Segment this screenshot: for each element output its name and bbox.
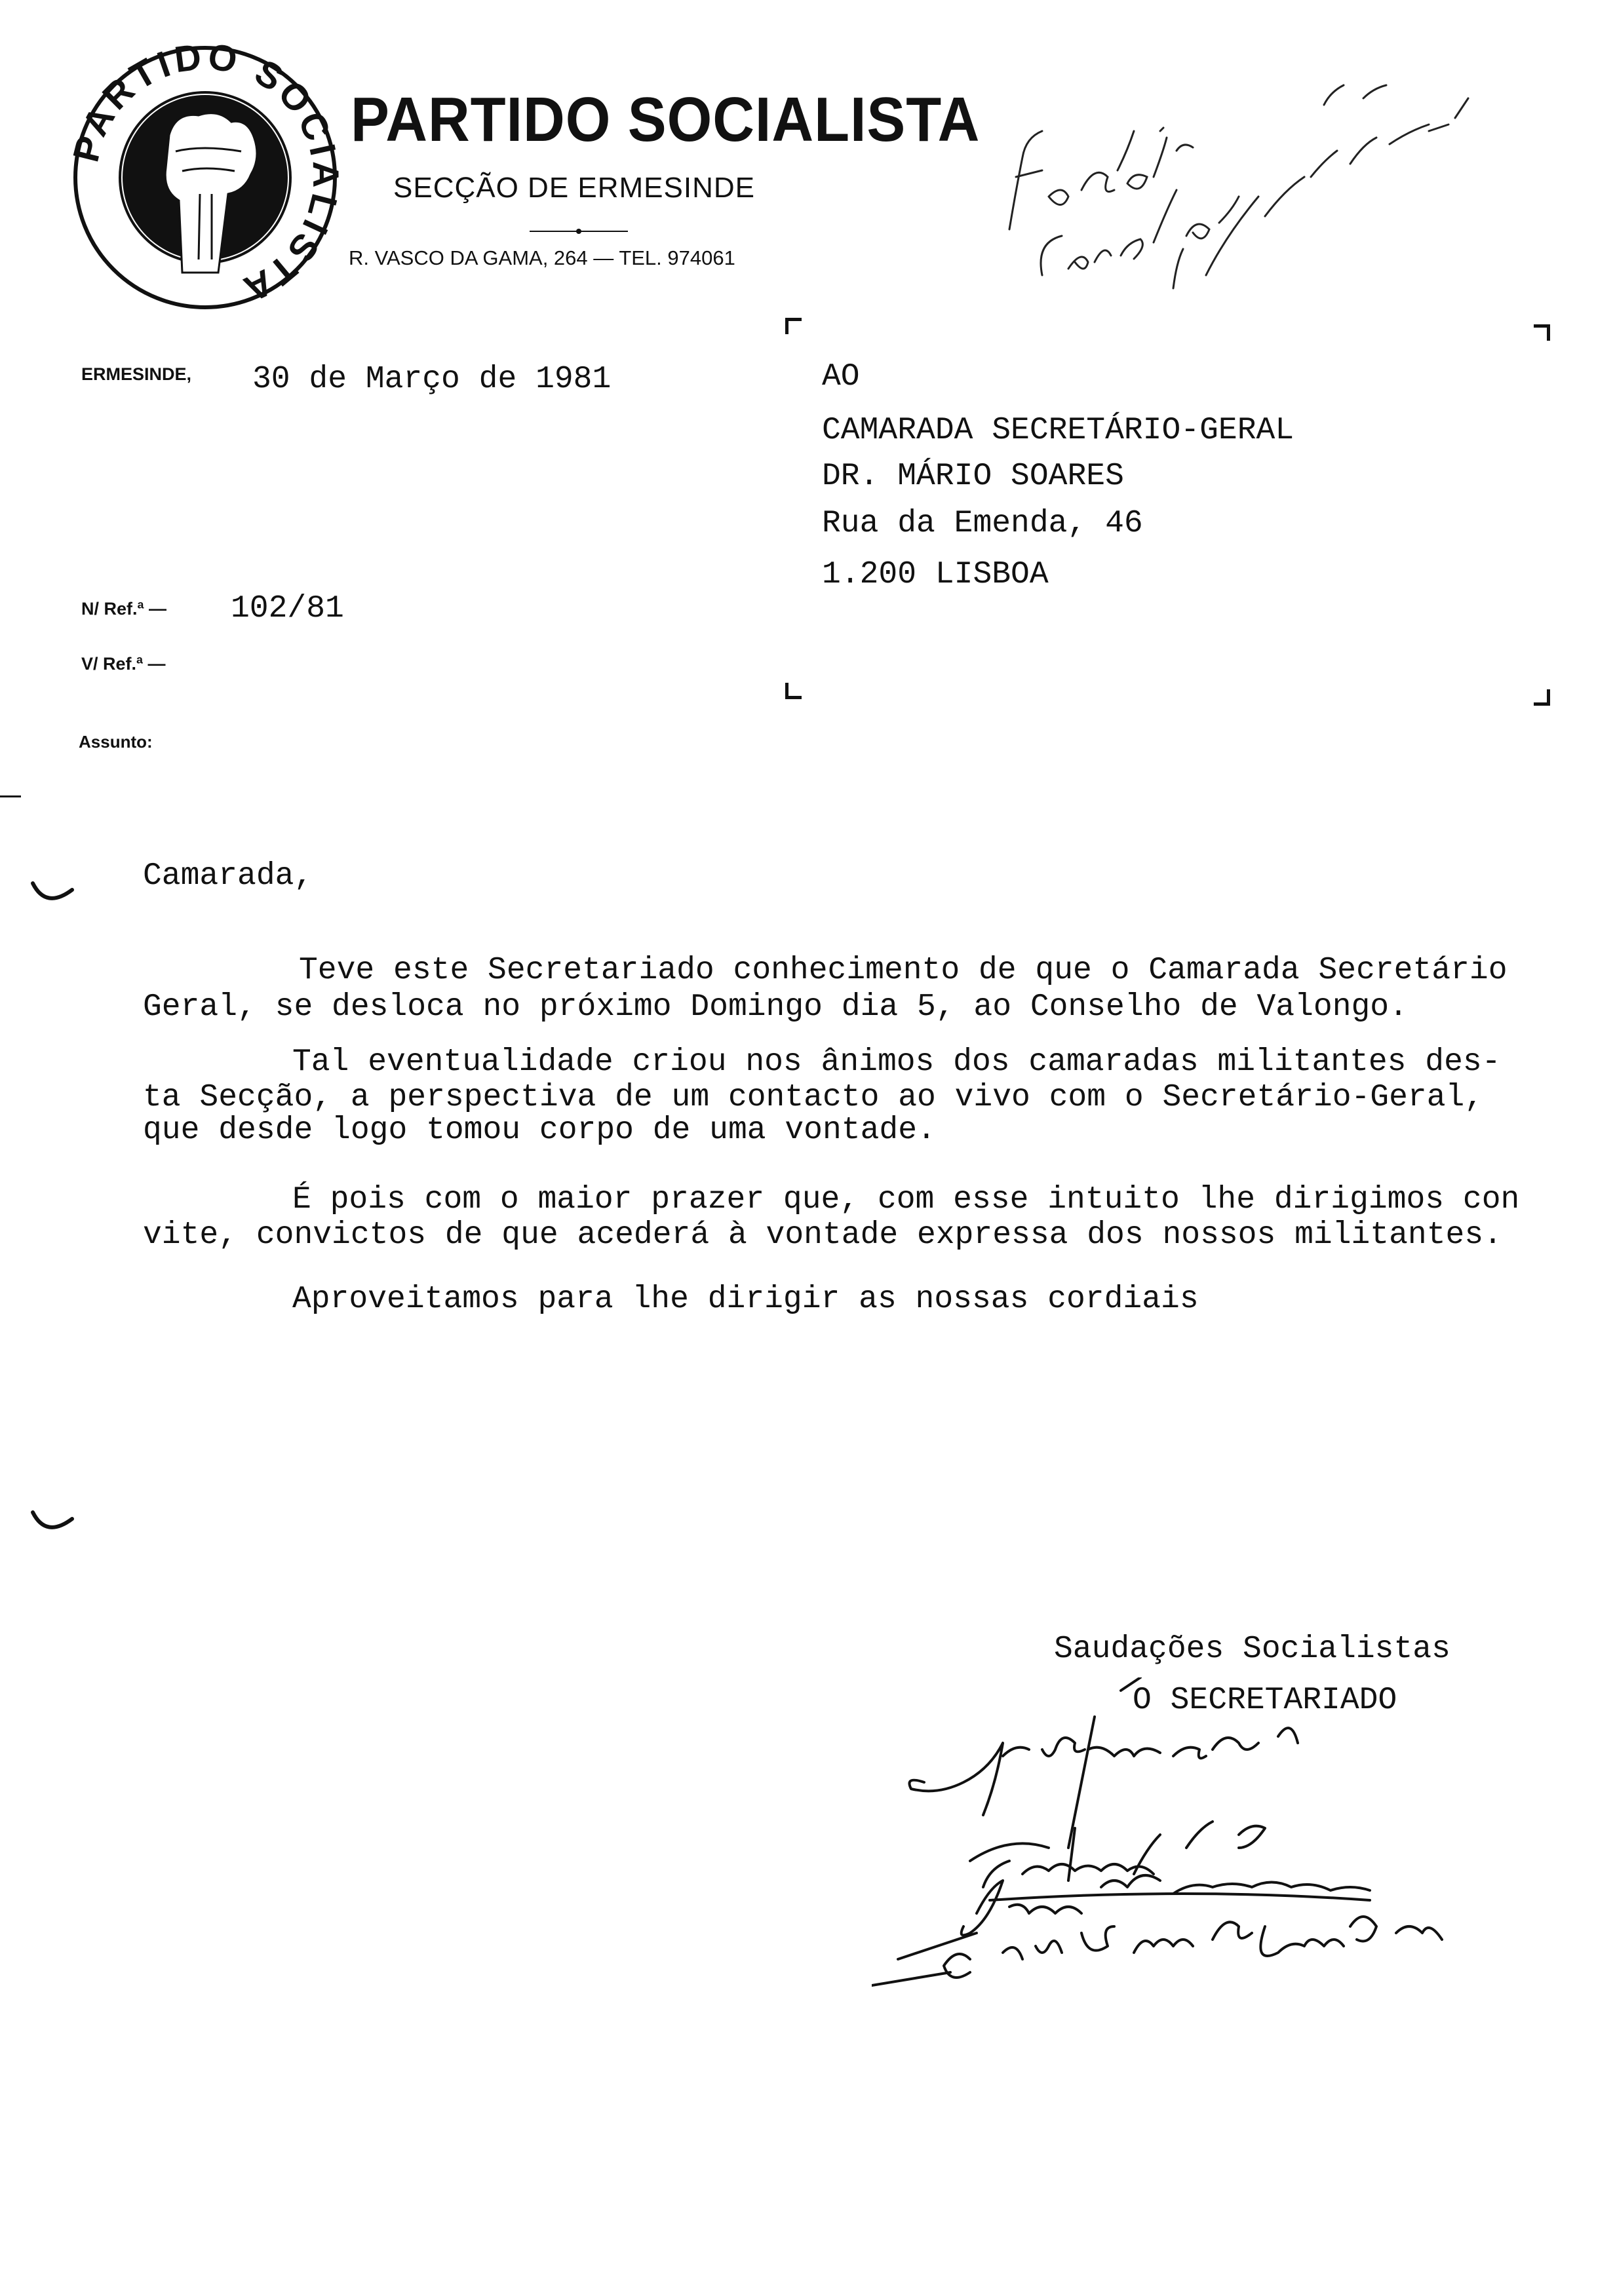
address-window-corner <box>785 318 802 334</box>
letterhead-divider <box>530 227 628 235</box>
body-line: É pois com o maior prazer que, com esse intuito lhe dirigimos con <box>292 1182 1520 1217</box>
svg-text:PARTIDO SOCIALISTA: ARTIDO SOC ISTA <box>73 43 340 312</box>
body-line: Tal eventualidade criou nos ânimos dos camaradas militantes des- <box>292 1044 1501 1080</box>
address-window-corner <box>785 683 802 699</box>
signatory-title: O SECRETARIADO <box>1133 1683 1397 1718</box>
body-line: ta Secção, a perspectiva de um contacto ao vivo com o Secretário-Geral, <box>143 1080 1484 1115</box>
address-window-corner <box>1534 689 1550 706</box>
handwritten-signatures <box>872 1677 1566 2018</box>
body-line: Teve este Secretariado conhecimento de que o Camarada Secretário <box>299 953 1508 988</box>
recipient-line: AO <box>822 359 860 394</box>
our-ref-value: 102/81 <box>231 591 344 626</box>
our-ref-label: N/ Ref.ª — <box>81 599 167 619</box>
recipient-line: Rua da Emenda, 46 <box>822 506 1143 541</box>
punch-hole-mark <box>29 1507 75 1540</box>
recipient-line: CAMARADA SECRETÁRIO-GERAL <box>822 413 1294 448</box>
letter-date: 30 de Março de 1981 <box>252 362 612 397</box>
address-window-corner <box>1534 324 1550 341</box>
subject-label: Assunto: <box>79 732 153 752</box>
your-ref-label: V/ Ref.ª — <box>81 654 166 674</box>
letterhead-address: R. VASCO DA GAMA, 264 — TEL. 974061 <box>349 246 735 269</box>
signoff-greeting: Saudações Socialistas <box>1054 1632 1450 1667</box>
place-label: ERMESINDE, <box>81 364 192 384</box>
section-name: SECÇÃO DE ERMESINDE <box>393 172 755 204</box>
handwritten-annotation <box>996 59 1475 295</box>
body-line: que desde logo tomou corpo de uma vontade. <box>143 1113 936 1148</box>
fold-mark <box>0 795 21 797</box>
party-name: PARTIDO SOCIALISTA <box>351 85 981 155</box>
recipient-line: DR. MÁRIO SOARES <box>822 459 1124 494</box>
body-line: vite, convictos de que acederá à vontade expressa dos nossos militantes. <box>143 1217 1502 1253</box>
party-logo <box>71 43 340 312</box>
punch-hole-mark <box>29 878 75 911</box>
salutation: Camarada, <box>143 858 313 894</box>
recipient-line: 1.200 LISBOA <box>822 557 1049 592</box>
body-line: Geral, se desloca no próximo Domingo dia 5, ao Conselho de Valongo. <box>143 989 1408 1025</box>
closing-line: Aproveitamos para lhe dirigir as nossas cordiais <box>292 1282 1199 1317</box>
